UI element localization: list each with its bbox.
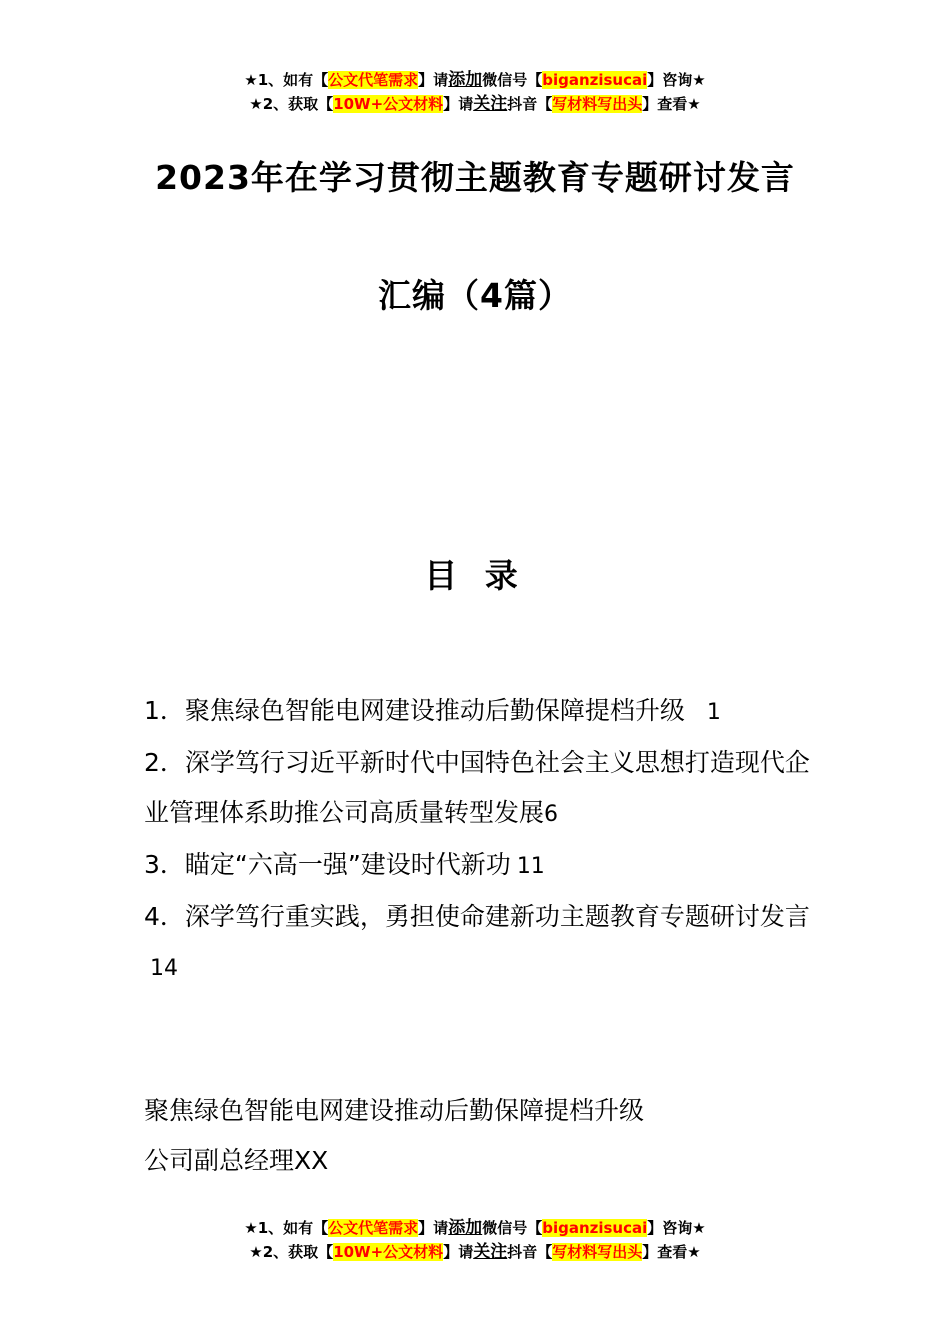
toc-entry-title: 4．深学笃行重实践，勇担使命建新功主题教育专题研讨发言 (144, 902, 810, 931)
promo-text: 】请 (443, 95, 474, 113)
promo-line-1 (0, 1216, 950, 1240)
promo-text: 微信号【 (482, 1219, 543, 1237)
body-content (144, 1086, 814, 1186)
promo-banner-top (0, 68, 950, 116)
promo-emphasis: 添加 (448, 1218, 483, 1238)
document-title-line-2: 汇编（4篇） (378, 276, 572, 315)
promo-highlight: 10W+公文材料 (333, 95, 444, 113)
promo-line-1 (0, 68, 950, 92)
table-of-contents (144, 686, 814, 994)
promo-line-2 (0, 1240, 950, 1264)
promo-text: ★1、如有【 (244, 71, 329, 89)
document-title-line-1: 2023年在学习贯彻主题教育专题研讨发言 (155, 158, 795, 197)
promo-text: 】查看★ (642, 95, 701, 113)
promo-text: 抖音【 (507, 1243, 553, 1261)
promo-text: 】请 (418, 71, 449, 89)
promo-highlight: 公文代笔需求 (328, 1219, 419, 1237)
promo-text: 】查看★ (642, 1243, 701, 1261)
promo-text: 】请 (418, 1219, 449, 1237)
promo-highlight: biganzisucai (542, 1219, 648, 1237)
promo-highlight: biganzisucai (542, 71, 648, 89)
toc-entry[interactable] (144, 738, 814, 840)
toc-entry[interactable] (144, 686, 814, 738)
toc-page-number: 11 (516, 854, 545, 879)
toc-entry-title: 3．瞄定“六高一强”建设时代新功 (144, 850, 511, 879)
promo-emphasis: 关注 (473, 1242, 508, 1262)
toc-page-number: 6 (544, 802, 559, 827)
toc-entry[interactable] (144, 840, 814, 892)
promo-highlight: 写材料写出头 (552, 1243, 643, 1261)
toc-entry-title: 1．聚焦绿色智能电网建设推动后勤保障提档升级 (144, 696, 685, 725)
promo-emphasis: 关注 (473, 94, 508, 114)
section-heading: 聚焦绿色智能电网建设推动后勤保障提档升级 (144, 1096, 645, 1125)
toc-page-number: 1 (706, 700, 721, 725)
toc-page-number: 14 (150, 956, 178, 981)
promo-text: 】咨询★ (647, 1219, 706, 1237)
toc-entry-title: 2．深学笃行习近平新时代中国特色社会主义思想打造现代企业管理体系助推公司高质量转型发展 (144, 748, 810, 827)
promo-text: ★2、获取【 (249, 1243, 334, 1261)
promo-text: 微信号【 (482, 71, 543, 89)
promo-text: 】咨询★ (647, 71, 706, 89)
promo-text: 】请 (443, 1243, 474, 1261)
promo-text: ★2、获取【 (249, 95, 334, 113)
promo-emphasis: 添加 (448, 70, 483, 90)
toc-heading: 目 录 (424, 556, 526, 595)
promo-highlight: 公文代笔需求 (328, 71, 419, 89)
author-line: 公司副总经理XX (144, 1146, 329, 1175)
promo-text: ★1、如有【 (244, 1219, 329, 1237)
promo-highlight: 写材料写出头 (552, 95, 643, 113)
promo-banner-bottom (0, 1216, 950, 1264)
promo-highlight: 10W+公文材料 (333, 1243, 444, 1261)
promo-text: 抖音【 (507, 95, 553, 113)
promo-line-2 (0, 92, 950, 116)
toc-entry[interactable] (144, 892, 814, 994)
